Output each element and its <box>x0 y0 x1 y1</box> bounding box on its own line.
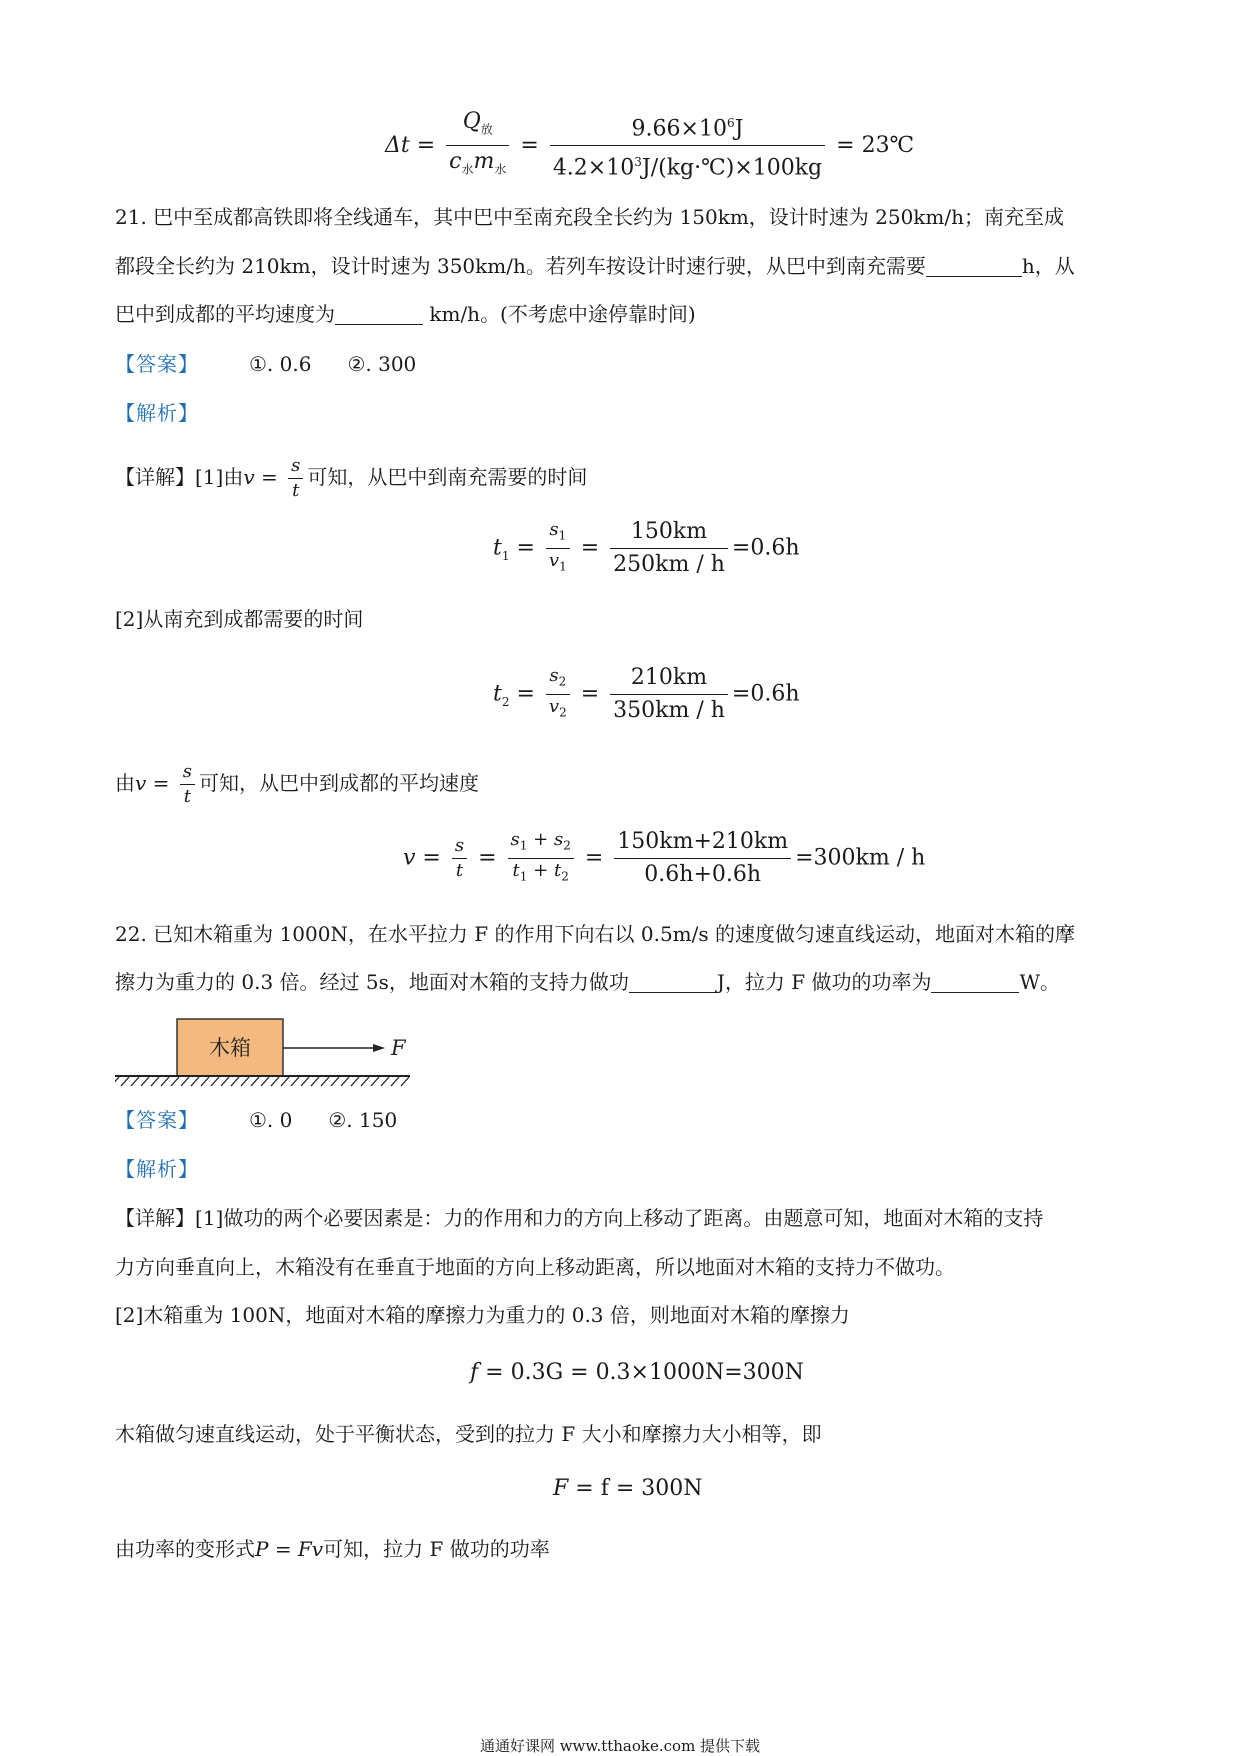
q22-detail-4: 由功率的变形式P = Fv可知，拉力 F 做功的功率 <box>115 1537 550 1561</box>
q21-blank-1[interactable] <box>926 256 1022 277</box>
q21-detail-3: 由v = $\frac{s}{t}$ 可知，从巴中到成都的平均速度 <box>115 761 480 807</box>
ground-hatching <box>115 1077 409 1086</box>
q22-equation-friction: f = 0.3G = 0.3×1000N=300N <box>470 1360 804 1385</box>
q21-analysis-tag: 【解析】 <box>115 401 199 425</box>
equation-temperature-change: Δt = $\frac{Q_放}{c_水m_水}$ = $\frac{9.66\times 10^6J}{4.2\times 10^3J/(kg\cdot℃)\times 100kg}$ = 23℃ <box>385 109 915 181</box>
q22-detail-3: 木箱做匀速直线运动，处于平衡状态，受到的拉力 F 大小和摩擦力大小相等，即 <box>115 1422 822 1446</box>
box-label: 木箱 <box>209 1036 251 1060</box>
q21-equation-1: $t_1$ = $\frac{s_1}{v_1}$ = $\frac{150km}{250km / h}$ =0.6h <box>493 519 800 577</box>
q21-equation-2: $t_2$ = $\frac{s_2}{v_2}$ = $\frac{210km}{350km / h}$ =0.6h <box>493 665 800 723</box>
q22-answer: 【答案】 ①. 0 ②. 150 <box>115 1108 398 1132</box>
q21-detail-1: 【详解】[1]由v = $\frac{s}{t}$ 可知，从巴中到南充需要的时间 <box>115 455 588 501</box>
q21-line-1: 21. 巴中至成都高铁即将全线通车，其中巴中至南充段全长约为 150km，设计时速为 250km/h；南充至成 <box>115 205 1065 229</box>
q22-detail-1b: 力方向垂直向上，木箱没有在垂直于地面的方向上移动距离，所以地面对木箱的支持力不做功。 <box>115 1255 955 1279</box>
q22-blank-2[interactable] <box>931 972 1019 993</box>
wooden-box-diagram <box>115 1018 415 1088</box>
q22-detail-2: [2]木箱重为 100N，地面对木箱的摩擦力为重力的 0.3 倍，则地面对木箱的摩擦力 <box>115 1303 850 1327</box>
q21-line-2: 都段全长约为 210km，设计时速为 350km/h。若列车按设计时速行驶，从巴中到南充需要 h，从 <box>115 254 1075 278</box>
q21-line-3: 巴中到成都的平均速度为 km/h。(不考虑中途停靠时间) <box>115 302 696 326</box>
q22-detail-1: 【详解】[1]做功的两个必要因素是：力的作用和力的方向上移动了距离。由题意可知，地面对木箱的支持 <box>115 1206 1044 1230</box>
q21-equation-3: v = $\frac{s}{t}$ = $\frac{s_1 + s_2}{t_1 + t_2}$ = $\frac{150km+210km}{0.6h+0.6h}$ =300km / h <box>403 829 926 887</box>
q22-equation-force: F = f = 300N <box>553 1476 703 1501</box>
q22-analysis-tag: 【解析】 <box>115 1157 199 1181</box>
q21-blank-2[interactable] <box>335 304 423 325</box>
q22-line-2: 擦力为重力的 0.3 倍。经过 5s，地面对木箱的支持力做功 J，拉力 F 做功的功率为 W。 <box>115 970 1061 994</box>
q21-detail-2: [2]从南充到成都需要的时间 <box>115 607 364 631</box>
q22-line-1: 22. 已知木箱重为 1000N，在水平拉力 F 的作用下向右以 0.5m/s 的速度做匀速直线运动，地面对木箱的摩 <box>115 922 1075 946</box>
arrow-head-icon <box>373 1044 385 1052</box>
page-footer: 通通好课网 www.tthaoke.com 提供下载 <box>479 1737 761 1755</box>
q22-blank-1[interactable] <box>629 972 717 993</box>
force-label: F <box>391 1036 406 1060</box>
q21-answer: 【答案】 ①. 0.6 ②. 300 <box>115 352 417 376</box>
